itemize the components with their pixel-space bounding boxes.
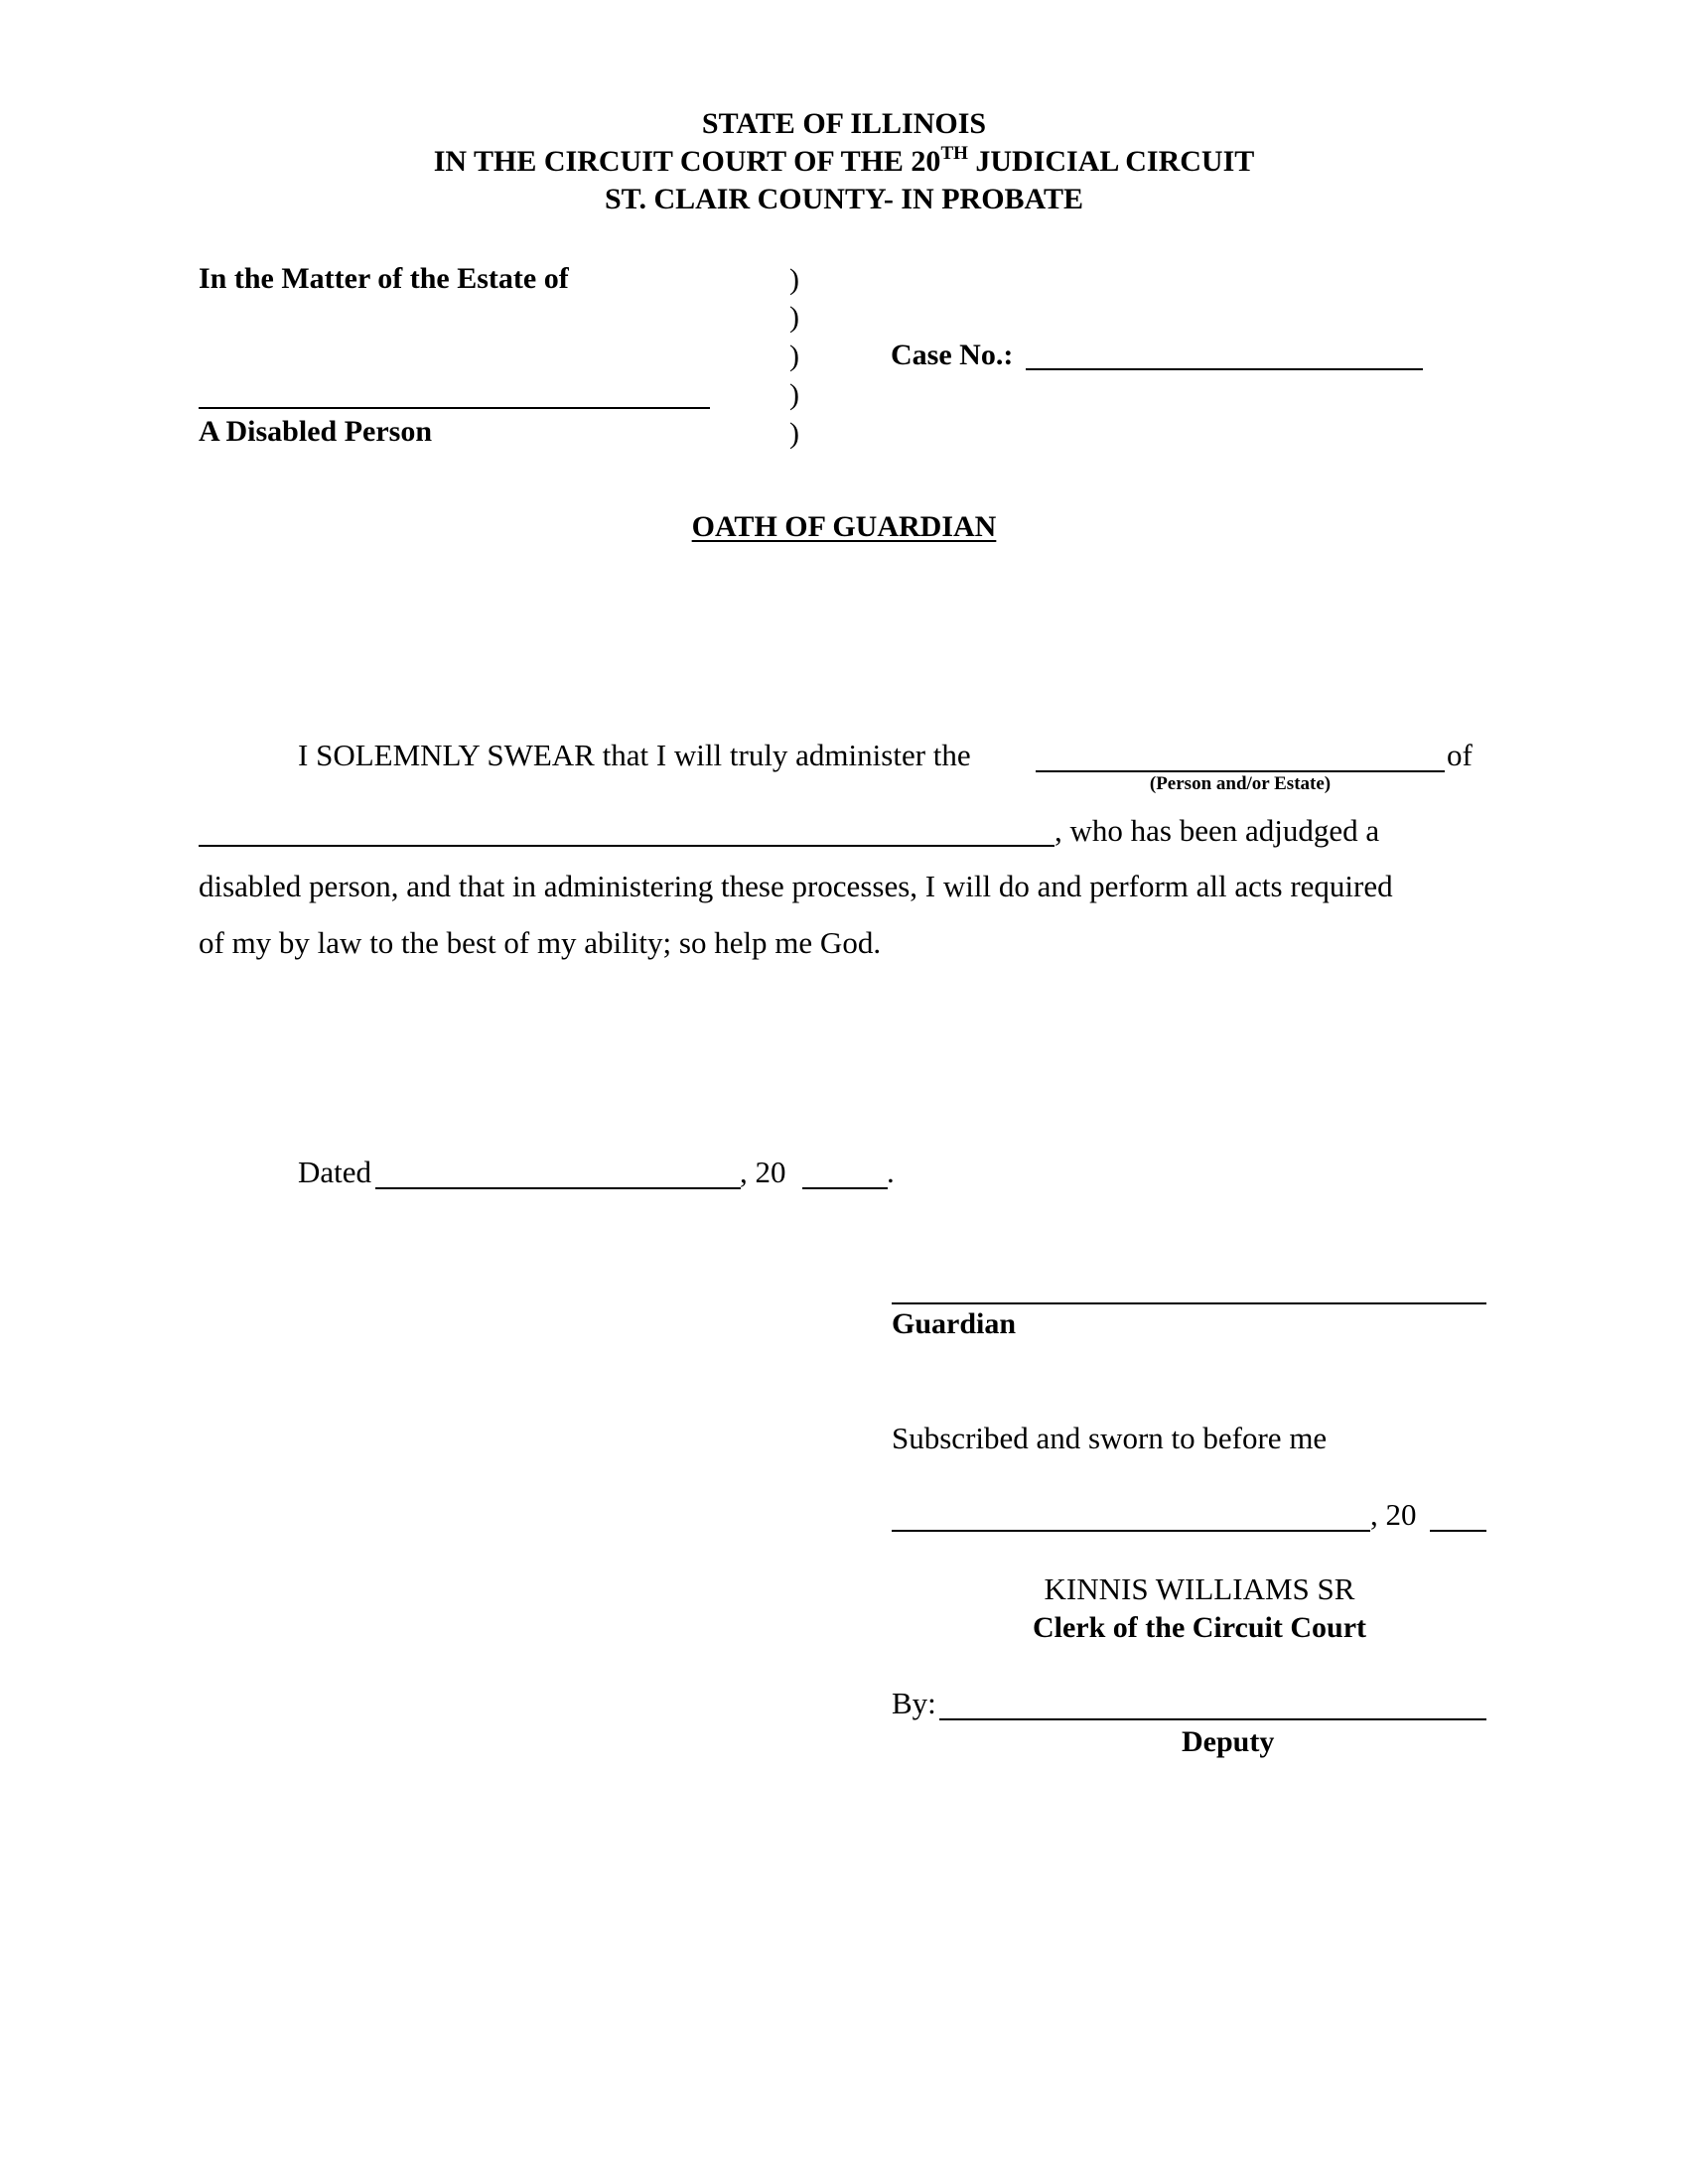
person-estate-sublabel: (Person and/or Estate) xyxy=(1149,773,1332,794)
court-state-heading: STATE OF ILLINOIS xyxy=(701,107,987,140)
dated-year-prefix: , 20 xyxy=(740,1155,786,1189)
circuit-heading-post: JUDICIAL CIRCUIT xyxy=(967,145,1255,178)
clerk-title: Clerk of the Circuit Court xyxy=(1032,1611,1367,1644)
circuit-heading-pre: IN THE CIRCUIT COURT OF THE 20 xyxy=(433,145,941,178)
case-number-line[interactable] xyxy=(1026,368,1423,370)
court-circuit-heading xyxy=(0,143,1688,181)
dated-period: . xyxy=(887,1155,895,1189)
guardian-signature-line[interactable] xyxy=(892,1302,1486,1304)
dated-year-line[interactable] xyxy=(802,1187,888,1189)
deputy-label: Deputy xyxy=(1182,1725,1275,1758)
disabled-person-label: A Disabled Person xyxy=(199,415,433,448)
subscribed-text: Subscribed and sworn to before me xyxy=(892,1421,1328,1455)
person-estate-line[interactable] xyxy=(1036,770,1445,772)
ward-name-line[interactable] xyxy=(199,845,1055,847)
oath-of-text: of xyxy=(1447,738,1473,772)
sworn-date-line[interactable] xyxy=(892,1530,1370,1532)
case-number-label: Case No.: xyxy=(891,339,1014,371)
dated-label: Dated xyxy=(298,1155,372,1189)
sworn-year-prefix: , 20 xyxy=(1370,1497,1417,1532)
estate-matter-label: In the Matter of the Estate of xyxy=(199,262,569,295)
oath-lead-text: I SOLEMNLY SWEAR that I will truly administer the xyxy=(298,738,971,772)
document-title: OATH OF GUARDIAN xyxy=(691,510,997,543)
date-line[interactable] xyxy=(375,1187,741,1189)
oath-body-line: disabled person, and that in administering these processes, I will do and perform all acts required xyxy=(199,869,1393,903)
guardian-label: Guardian xyxy=(892,1307,1017,1340)
sworn-year-line[interactable] xyxy=(1430,1530,1486,1532)
by-label: By: xyxy=(892,1686,936,1720)
clerk-name: KINNIS WILLIAMS SR xyxy=(1044,1571,1355,1606)
oath-closing-line: of my by law to the best of my ability; so help me God. xyxy=(199,925,882,960)
oath-adjudged-text: , who has been adjudged a xyxy=(1055,813,1380,848)
caption-paren: ) xyxy=(789,263,799,296)
circuit-heading-sup: TH xyxy=(940,143,968,164)
caption-paren: ) xyxy=(789,301,799,334)
estate-name-line[interactable] xyxy=(199,407,710,409)
deputy-signature-line[interactable] xyxy=(939,1718,1486,1720)
caption-paren: ) xyxy=(789,378,799,411)
court-county-heading: ST. CLAIR COUNTY- IN PROBATE xyxy=(604,183,1084,215)
caption-paren: ) xyxy=(789,417,799,450)
caption-paren: ) xyxy=(789,340,799,372)
